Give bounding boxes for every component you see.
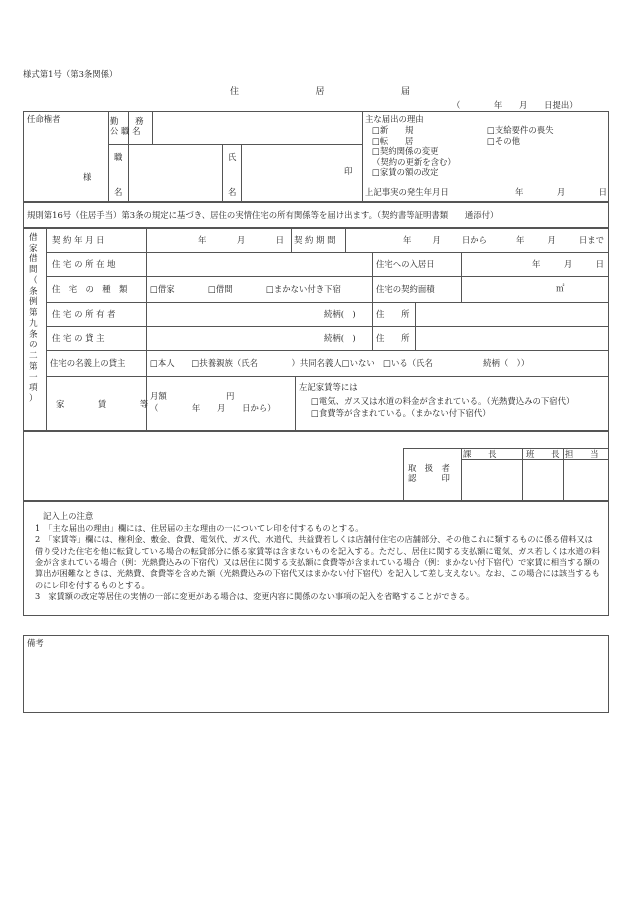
notes-list <box>35 523 601 602</box>
contract-to-field[interactable]: 年 月 日まで <box>516 235 604 245</box>
rent-yen-unit[interactable]: 円 <box>226 391 235 401</box>
lender-address-label: 住 所 <box>376 333 410 343</box>
appointing-authority-label: 任命権者 <box>27 114 61 124</box>
note-item: 1 「主な届出の理由」欄には、住居届の主な理由の一についてレ印を付するものとする。 <box>35 523 364 533</box>
housing-type-rental-checkbox[interactable]: □借家 <box>150 284 175 294</box>
reason-loss-checkbox[interactable]: □支給要件の喪失 <box>487 125 554 135</box>
housing-address-label: 住 宅 の 所 在 地 <box>52 259 116 269</box>
housing-type-lodging-checkbox[interactable]: □まかない付き下宿 <box>266 284 341 294</box>
form-title <box>230 87 410 98</box>
contract-period-label: 契 約 期 間 <box>294 235 336 245</box>
seal-mark: 印 <box>344 166 353 176</box>
lender-label: 住 宅 の 貸 主 <box>52 333 105 343</box>
name-label: 氏 名 <box>228 152 237 197</box>
section-vertical-label: 借 家 借 間 （ 条 例 第 九 条 の 二 第 一 項 ） <box>29 233 38 405</box>
rent-includes-utilities-checkbox[interactable]: □電気、ガス又は水道の料金が含まれている。（光熱費込みの下宿代） <box>311 396 575 406</box>
housing-address-field[interactable] <box>148 254 370 274</box>
note-item: 2 「家賃等」欄には、権利金、敷金、食費、電気代、ガス代、水道代、共益費若しくは店舗付住宅の店舗部分、その他これに類するものに係る借料又は借り受けた住宅を他に転貸している場合の転貸部分に係る家賃等は含まないものを記入する。ただし、居住に関する支払額に電気、ガス若しくは水道の料金が含まれている場合（例：光熱費込みの下宿代）又は居住に関する支払額に食費等が含まれている場合（例：まかない付下宿代）で家賃に相当する額の算出が困難なときは、光熱費、食費等を含めた額（光熱費込みの下宿代又はまかない付下宿代）を記入して差し支えない。なお、この場合には該当するものにレ印を付するものとする。 <box>35 534 600 590</box>
owner-relationship[interactable]: 続柄( ) <box>324 309 356 319</box>
notes-title: 記入上の注意 <box>43 511 94 521</box>
approval-staff-header: 担 当 <box>565 449 599 459</box>
occurrence-date-field[interactable]: 年 月 日 <box>515 187 607 197</box>
handler-seal-label: 取 扱 者 認 印 <box>408 463 450 484</box>
contract-date-label: 契 約 年 月 日 <box>52 235 105 245</box>
contract-area-unit[interactable]: ㎡ <box>556 283 565 293</box>
occurrence-date-label: 上記事実の発生年月日 <box>365 187 449 197</box>
rent-start-date[interactable]: （ 年 月 日から） <box>150 403 276 413</box>
reason-contract-note: （契約の更新を含む） <box>372 156 456 167</box>
rent-includes-meals-checkbox[interactable]: □食費等が含まれている。（まかない付下宿代） <box>311 408 491 418</box>
remarks-field[interactable] <box>25 650 607 711</box>
approval-team-leader-seal[interactable] <box>523 460 563 500</box>
honorific-sama: 様 <box>83 172 92 182</box>
reason-other-checkbox[interactable]: □その他 <box>487 135 521 146</box>
note-item: 3 家賃額の改定等居住の実情の一部に変更がある場合は、変更内容に関係のない事項の記入を省略することができる。 <box>35 590 475 601</box>
nominal-lender-options[interactable]: □本人 □扶養親族（氏名 ）共同名義人□いない □いる（氏名 続柄（ ）） <box>150 358 530 368</box>
contract-area-label: 住宅の契約面積 <box>376 284 435 294</box>
approval-chief-header: 課 長 <box>463 449 497 459</box>
position-field[interactable] <box>129 145 221 201</box>
rent-label: 家 賃 等 <box>56 399 149 409</box>
remarks-label: 備考 <box>27 638 44 648</box>
approval-chief-seal[interactable] <box>462 460 521 500</box>
reason-list-right <box>487 125 554 146</box>
approval-staff-seal[interactable] <box>564 460 608 500</box>
statement-text: 規則第16号（住居手当）第3条の規定に基づき、居住の実情住宅の所有関係等を届け出ます。（契約書等証明書類 通添付） <box>27 210 499 220</box>
owner-address-field[interactable] <box>417 304 607 324</box>
label-line: 公 職 名 <box>110 126 141 137</box>
reason-contract-change-checkbox[interactable]: □契約関係の変更 <box>372 146 439 157</box>
reason-rent-revision-checkbox[interactable]: □家賃の額の改定 <box>372 167 439 178</box>
rent-inclusion-title: 左記家賃等には <box>299 382 358 392</box>
lender-relationship[interactable]: 続柄( ) <box>324 333 356 343</box>
reason-list-left <box>372 125 456 178</box>
move-in-date-field[interactable]: 年 月 日 <box>532 259 604 269</box>
reason-move-checkbox[interactable]: □転 居 <box>372 135 414 146</box>
label-line: 勤 務 <box>110 116 144 126</box>
contract-date-field[interactable]: 年 月 日 <box>198 235 284 245</box>
owner-address-label: 住 所 <box>376 309 410 319</box>
nominal-lender-label: 住宅の名義上の貸主 <box>50 358 126 368</box>
reason-title: 主な届出の理由 <box>365 114 424 124</box>
owner-label: 住 宅 の 所 有 者 <box>52 309 116 319</box>
housing-type-label: 住 宅 の 種 類 <box>52 284 128 294</box>
submission-date[interactable]: （ 年 月 日提出） <box>452 100 578 110</box>
approval-team-leader-header: 班 長 <box>526 449 560 459</box>
workplace-field[interactable] <box>153 112 361 143</box>
contract-from-field[interactable]: 年 月 日から <box>403 235 487 245</box>
title-char: 届 <box>400 87 410 97</box>
title-char: 住 <box>230 87 240 97</box>
reason-new-checkbox[interactable]: □新 規 <box>372 125 414 135</box>
title-char: 居 <box>315 87 325 97</box>
form-number: 様式第1号（第3条関係） <box>23 69 118 79</box>
position-label: 職 名 <box>114 152 123 197</box>
workplace-label <box>110 116 144 137</box>
housing-type-room-checkbox[interactable]: □借間 <box>208 284 233 294</box>
move-in-date-label: 住宅への入居日 <box>376 259 435 269</box>
lender-address-field[interactable] <box>417 328 607 348</box>
rent-monthly-label: 月額 <box>150 391 167 401</box>
